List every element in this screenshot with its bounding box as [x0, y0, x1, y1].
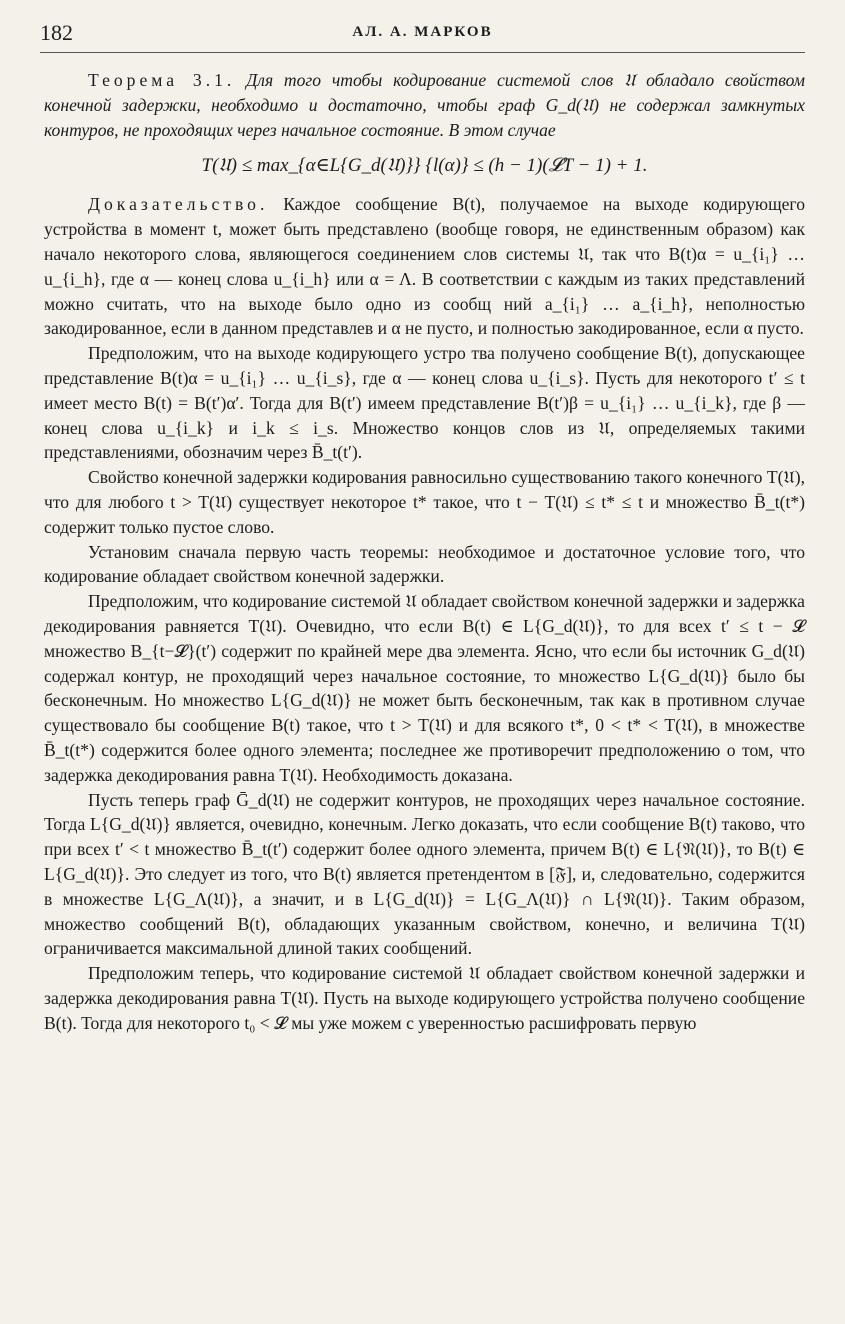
theorem-paragraph — [44, 68, 805, 142]
paragraph — [44, 589, 805, 787]
page-number: 182 — [40, 20, 73, 45]
paragraph-text: Каждое сообщение B(t), получаемое на выходе кодирующего устройства в момент t, может быть представлено (вообще говоря, не единственным образом) как начало некоторого слова, являющегося соединением слов системы 𝔘, так что B(t)α = u_{i₁} … u_{i_h}, где α — конец слова u_{i_h} или α = Λ. В соответствии с каждым из таких представлений можно считать, что на выходе было одно из сообщ ний a_{i₁} … a_{i_h}, неполностью закодированное, если в данном представлев и α не пусто, и полностью закодированное, если α пусто. — [44, 194, 805, 339]
paragraph-text: Предположим теперь, что кодирование системой 𝔘 обладает свойством конечной задержки и задержка декодирования равна T(𝔘). Пусть на выходе кодирующего устройства получено сообщение B(t). Тогда для некоторого t₀ < 𝓛 мы уже можем с уверенностью расшифровать первую — [44, 963, 805, 1033]
paragraph — [44, 465, 805, 539]
theorem-label: Теорема 3.1. — [88, 70, 236, 90]
paragraph-text: Пусть теперь граф Ḡ_d(𝔘) не содержит контуров, не проходящих через начальное состояние. Тогда L{G_d(𝔘)} является, очевидно, конечным. Легко доказать, что если сообщение B(t) таково, что при всех t′ < t множество B̄_t(t′) содержит более одного элемента, причем B(t) ∈ L{𝔑(𝔘)}, то B(t) ∈ L{G_d(𝔘)}. Это следует из того, что B(t) является претендентом в [𝔉], и, следовательно, содержится в множестве L{G_Λ(𝔘)}, а значит, и в L{G_d(𝔘)} = L{G_Λ(𝔘)} ∩ L{𝔑(𝔘)}. Таким образом, множество сообщений B(t), обладающих указанным свойством, конечно, и величина T(𝔘) ограничивается максимальной длиной таких сообщений. — [44, 789, 805, 959]
paragraph-text: Предположим, что кодирование системой 𝔘 обладает свойством конечной задержки и задержка декодирования равняется T(𝔘). Очевидно, что если B(t) ∈ L{G_d(𝔘)}, то для всех t′ ≤ t − 𝓛 множество B_{t−𝓛}(t′) содержит по крайней мере два элемента. Ясно, что если бы источник G_d(𝔘) содержал контур, не проходящий через начальное состояние, то множество L{G_d(𝔘)} было бы бесконечным. Но множество L{G_d(𝔘)} не может быть бесконечным, так как в противном случае существовало бы сообщение B(t) такое, что t > T(𝔘) и для всякого t*, 0 < t* < T(𝔘), в множестве B̄_t(t*) содержится более одного элемента; последнее же противоречит предположению о том, что задержка декодирования равна T(𝔘). Необходимость доказана. — [44, 591, 805, 785]
paragraph-text: Свойство конечной задержки кодирования равносильно существованию такого конечного T(𝔘), что для любого t > T(𝔘) существует некоторое t* такое, что t − T(𝔘) ≤ t* ≤ t и множество B̄_t(t*) содержит только пустое слово. — [44, 467, 805, 537]
paragraph — [44, 961, 805, 1035]
running-head: АЛ. А. МАРКОВ — [352, 24, 493, 40]
paragraph-text: Установим сначала первую часть теоремы: необходимое и достаточное условие того, что кодирование обладает свойством конечной задержки. — [44, 541, 805, 587]
proof-label: Доказательство. — [88, 194, 269, 215]
paragraph — [44, 540, 805, 590]
paragraph — [44, 341, 805, 465]
page-header — [40, 18, 805, 53]
theorem-statement: Для того чтобы кодирование системой слов 𝔘 обладало свойством конечной задержки, необходимо и достаточно, чтобы граф G_d(𝔘) не содержал замкнутых контуров, не проходящих через начальное состояние. В этом случае — [44, 70, 805, 140]
proof-paragraph — [44, 192, 805, 341]
body-text — [44, 68, 805, 1035]
paragraph — [44, 788, 805, 962]
theorem-formula: T(𝔘) ≤ max_{α∈L{G_d(𝔘)}} {l(α)} ≤ (h − 1)(𝓛T − 1) + 1. — [201, 155, 648, 177]
paragraph-text: Предположим, что на выходе кодирующего устро тва получено сообщение B(t), допускающее представление B(t)α = u_{i₁} … u_{i_s}, где α — конец слова u_{i_s}. Пусть для некоторого t′ ≤ t имеет место B(t) = B(t′)α′. Тогда для B(t′) имеем представление B(t′)β = u_{i₁} … u_{i_k}, где β — конец слова u_{i_k} и i_k ≤ i_s. Множество концов слов из 𝔘, определяемых такими представлениями, обозначим через B̄_t(t′). — [44, 343, 805, 463]
